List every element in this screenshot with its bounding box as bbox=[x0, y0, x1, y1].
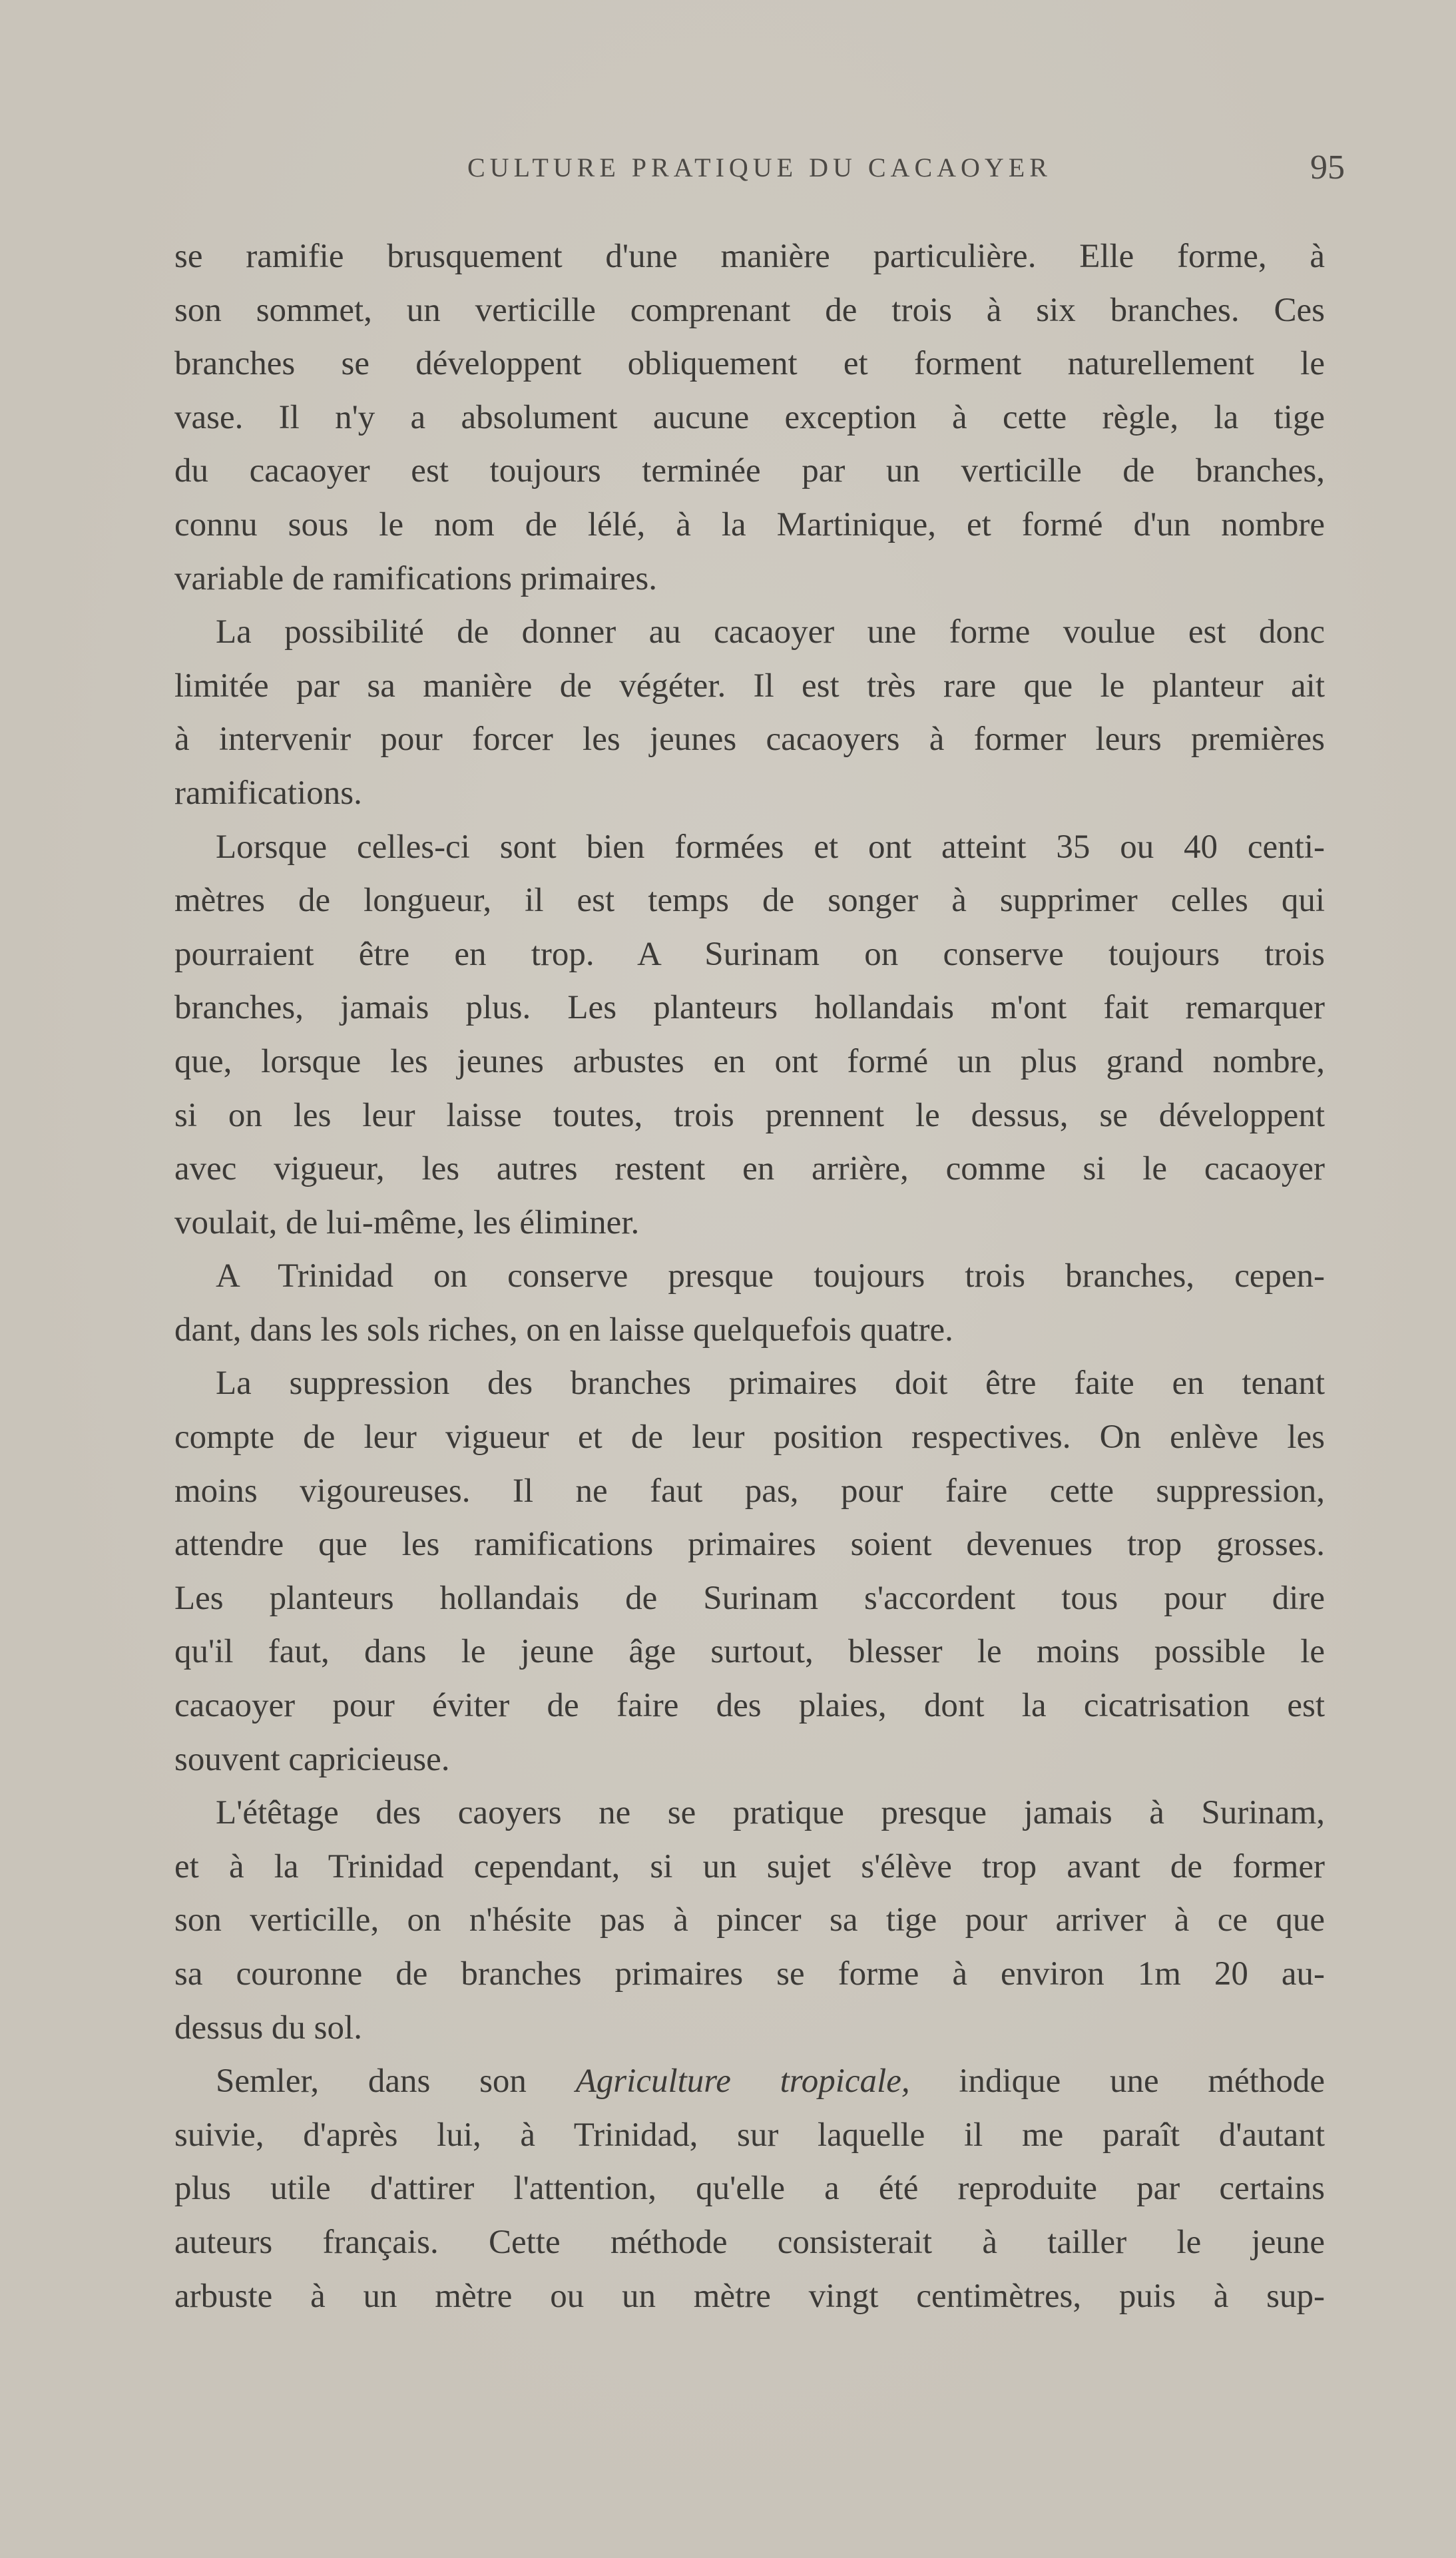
text-line: son sommet, un verticille comprenant de trois à six branches. Ces bbox=[174, 291, 1325, 329]
running-head: CULTURE PRATIQUE DU CACAOYER bbox=[467, 153, 1052, 182]
text-line: Les planteurs hollandais de Surinam s'accordent tous pour dire bbox=[174, 1579, 1325, 1617]
text-line: La suppression des branches primaires doit être faite en tenant bbox=[216, 1365, 1325, 1403]
text-line: pourraient être en trop. A Surinam on conserve toujours trois bbox=[174, 935, 1325, 973]
text-line: se ramifie brusquement d'une manière particulière. Elle forme, à bbox=[174, 238, 1325, 275]
text-line: ramifications. bbox=[174, 774, 362, 812]
text-line: qu'il faut, dans le jeune âge surtout, blesser le moins possible le bbox=[174, 1633, 1325, 1671]
text-line: branches se développent obliquement et forment naturellement le bbox=[174, 345, 1325, 383]
text-line: son verticille, on n'hésite pas à pincer sa tige pour arriver à ce que bbox=[174, 1901, 1325, 1939]
page-number: 95 bbox=[1310, 149, 1345, 186]
text-line: auteurs français. Cette méthode consisterait à tailler le jeune bbox=[174, 2223, 1325, 2261]
text-line: voulait, de lui-même, les éliminer. bbox=[174, 1203, 640, 1241]
text-line: dessus du sol. bbox=[174, 2009, 362, 2047]
text-fragment: Semler, dans son bbox=[216, 2063, 527, 2100]
text-line: vase. Il n'y a absolument aucune exception à cette règle, la tige bbox=[174, 398, 1325, 436]
text-line: L'étêtage des caoyers ne se pratique presque jamais à Surinam, bbox=[216, 1794, 1325, 1832]
text-line: connu sous le nom de lélé, à la Martinique, et formé d'un nombre bbox=[174, 505, 1325, 543]
text-line: sa couronne de branches primaires se forme à environ 1m 20 au- bbox=[174, 1955, 1325, 1993]
text-line: souvent capricieuse. bbox=[174, 1740, 450, 1778]
text-line: variable de ramifications primaires. bbox=[174, 559, 658, 597]
text-line: limitée par sa manière de végéter. Il est très rare que le planteur ait bbox=[174, 667, 1325, 705]
text-line: attendre que les ramifications primaires soient devenues trop grosses. bbox=[174, 1526, 1325, 1564]
text-line: à intervenir pour forcer les jeunes cacaoyers à former leurs premières bbox=[174, 721, 1325, 759]
text-line: avec vigueur, les autres restent en arrière, comme si le cacaoyer bbox=[174, 1150, 1325, 1188]
text-line: du cacaoyer est toujours terminée par un verticille de branches, bbox=[174, 452, 1325, 490]
text-line: plus utile d'attirer l'attention, qu'elle a été reproduite par certains bbox=[174, 2170, 1325, 2208]
page-header bbox=[174, 149, 1345, 198]
book-title: Agriculture tropicale, bbox=[575, 2063, 910, 2100]
text-line: si on les leur laisse toutes, trois prennent le dessus, se développent bbox=[174, 1096, 1325, 1134]
text-line: arbuste à un mètre ou un mètre vingt centimètres, puis à sup- bbox=[174, 2277, 1325, 2315]
text-line: mètres de longueur, il est temps de songer à supprimer celles qui bbox=[174, 882, 1325, 920]
text-line: branches, jamais plus. Les planteurs hollandais m'ont fait remarquer bbox=[174, 989, 1325, 1027]
body-text bbox=[174, 230, 1325, 2323]
text-line: dant, dans les sols riches, on en laisse quelquefois quatre. bbox=[174, 1311, 953, 1349]
text-line: Lorsque celles-ci sont bien formées et ont atteint 35 ou 40 centi- bbox=[216, 828, 1325, 866]
text-line: et à la Trinidad cependant, si un sujet s'élève trop avant de former bbox=[174, 1847, 1325, 1885]
text-line: La possibilité de donner au cacaoyer une forme voulue est donc bbox=[216, 613, 1325, 651]
text-line: que, lorsque les jeunes arbustes en ont formé un plus grand nombre, bbox=[174, 1042, 1325, 1080]
text-line: A Trinidad on conserve presque toujours trois branches, cepen- bbox=[216, 1257, 1325, 1295]
text-line: compte de leur vigueur et de leur position respectives. On enlève les bbox=[174, 1419, 1325, 1456]
text-line: moins vigoureuses. Il ne faut pas, pour faire cette suppression, bbox=[174, 1472, 1325, 1510]
text-fragment: indique une méthode bbox=[959, 2063, 1325, 2100]
text-line-with-title bbox=[174, 2055, 1325, 2108]
text-line: cacaoyer pour éviter de faire des plaies, dont la cicatrisation est bbox=[174, 1687, 1325, 1725]
text-line: suivie, d'après lui, à Trinidad, sur laquelle il me paraît d'autant bbox=[174, 2116, 1325, 2154]
